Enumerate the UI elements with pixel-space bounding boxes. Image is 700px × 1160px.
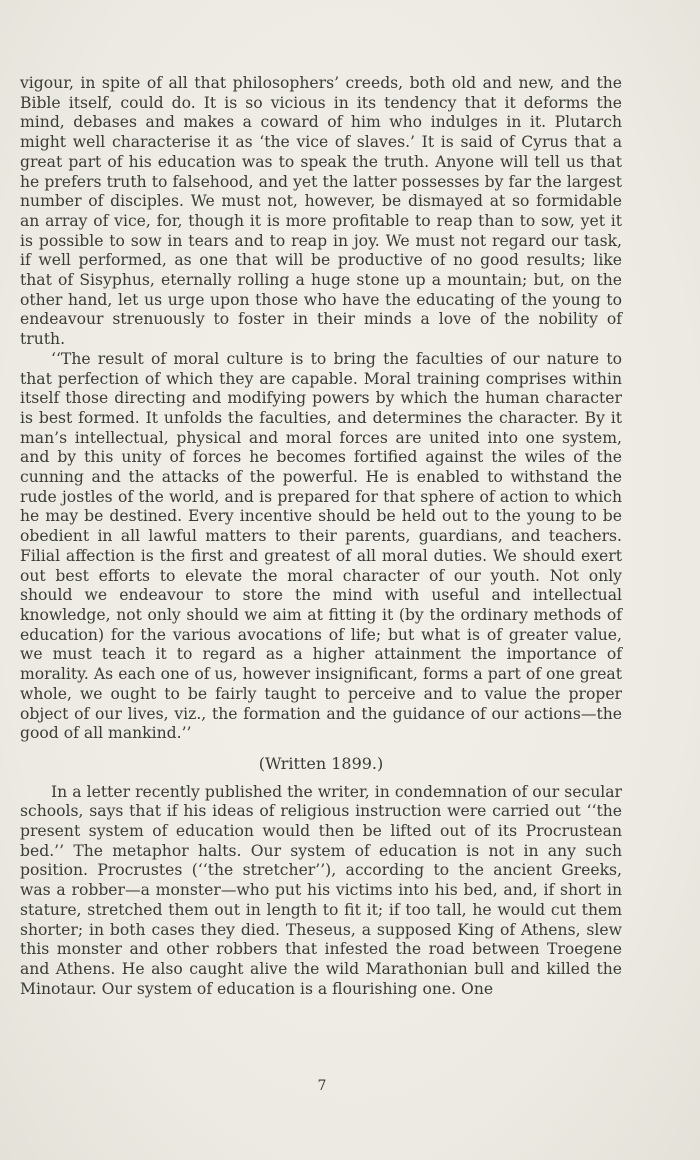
paragraph-moral-culture: ‘‘The result of moral culture is to bring the faculties of our nature to that perfection of which they are capable. Moral training comprises within itself those directing and modifying powers by which the human character is best formed. It unfolds the faculties, and determines the character. By it man’s intellectual, physical and moral forces are united into one system, and by this unity of forces he becomes fortified against the wiles of the cunning and the attacks of the powerful. He is enabled to withstand the rude jostles of the world, and is prepared for that sphere of action to which he may be destined. Every incentive should be held out to the young to be obedient in all lawful matters to their parents, guardians, and teachers. Filial affection is the first and greatest of all moral duties. We should exert out best efforts to elevate the moral character of our youth. Not only should we endeavour to store the mind with useful and intellectual knowledge, not only should we aim at fitting it (by the ordinary methods of education) for the various avocations of life; but what is of greater value, we must teach it to regard as a higher attainment the importance of morality. As each one of us, however insignificant, forms a part of one great whole, we ought to be fairly taught to perceive and to value the proper object of our lives, viz., the formation and the guidance of our actions—the good of all mankind.’’ (20, 349, 622, 743)
paragraph-procrustean: In a letter recently published the writer, in condemnation of our secular schools, says that if his ideas of religious instruction were carried out ‘‘the present system of education would then be lifted out of its Procrustean bed.’’ The metaphor halts. Our system of education is not in any such position. Procrustes (‘‘the stretcher’’), according to the ancient Greeks, was a robber—a monster—who put his victims into his bed, and, if short in stature, stretched them out in length to fit it; if too tall, he would cut them shorter; in both cases they died. Theseus, a supposed King of Athens, slew this monster and other robbers that infested the road between Troegene and Athens. He also caught alive the wild Marathonian bull and killed the Minotaur. Our system of education is a flourishing one. One (20, 782, 622, 998)
section-heading: (Written 1899.) (258, 753, 384, 773)
body-text (20, 74, 622, 999)
page-number: 7 (317, 1078, 327, 1094)
paragraph-continuation: vigour, in spite of all that philosophers’ creeds, both old and new, and the Bible itself, could do. It is so vicious in its tendency that it deforms the mind, debases and makes a coward of him who indulges in it. Plutarch might well characterise it as ‘the vice of slaves.’ It is said of Cyrus that a great part of his education was to speak the truth. Anyone will tell us that he prefers truth to falsehood, and yet the latter possesses by far the largest number of disciples. We must not, however, be dismayed at so formidable an array of vice, for, though it is more profitable to reap than to sow, yet it is possible to sow in tears and to reap in joy. We must not regard our task, if well performed, as one that will be productive of no good results; like that of Sisyphus, eternally rolling a huge stone up a mountain; but, on the other hand, let us urge upon those who have the educating of the young to endeavour strenuously to foster in their minds a love of the nobility of truth. (20, 74, 622, 349)
